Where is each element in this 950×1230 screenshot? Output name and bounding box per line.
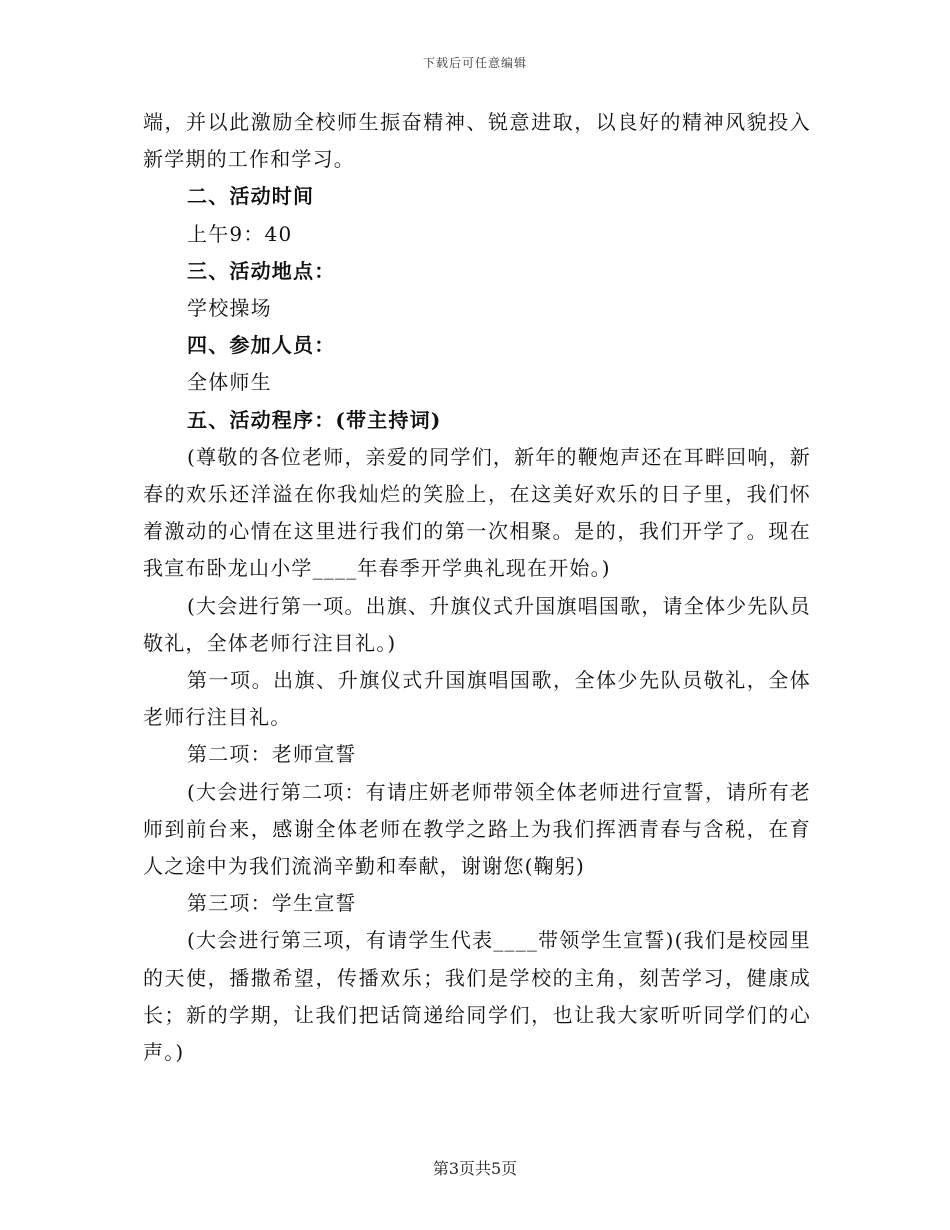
host-opening-speech: (尊敬的各位老师，亲爱的同学们，新年的鞭炮声还在耳畔回响，新春的欢乐还洋溢在你我灿烂的笑脸上，在这美好欢乐的日子里，我们怀着激动的心情在这里进行我们的第一次相聚。是的，我们开学了。现在我宣布卧龙山小学____年春季开学典礼现在开始。)	[143, 444, 811, 581]
paragraph-intro-continuation: 端，并以此激励全校师生振奋精神、锐意进取，以良好的精神风貌投入新学期的工作和学习。	[143, 110, 811, 172]
header-note: 下载后可任意编辑	[422, 56, 527, 70]
page-number: 第3页共5页	[432, 1159, 518, 1178]
section-heading-participants: 四、参加人员：	[187, 333, 336, 358]
program-item-two-title: 第二项：老师宣誓	[187, 742, 357, 767]
program-item-three-title: 第三项：学生宣誓	[187, 891, 357, 916]
section-heading-time: 二、活动时间	[187, 184, 315, 209]
host-item-three-intro: (大会进行第三项，有请学生代表____带领学生宣誓)(我们是校园里的天使，播撒希望，传播欢乐；我们是学校的主角，刻苦学习，健康成长；新的学期，让我们把话筒递给同学们，也让我大家听听同学们的心声。)	[143, 928, 811, 1065]
host-item-two-intro: (大会进行第二项：有请庄妍老师带领全体老师进行宣誓，请所有老师到前台来，感谢全体老师在教学之路上为我们挥洒青春与含税，在育人之途中为我们流淌辛勤和奉献，谢谢您(鞠躬)	[143, 779, 811, 879]
activity-location-value: 学校操场	[187, 296, 272, 321]
program-item-one: 第一项。出旗、升旗仪式升国旗唱国歌，全体少先队员敬礼，全体老师行注目礼。	[143, 668, 811, 730]
participants-value: 全体师生	[187, 370, 272, 395]
section-heading-program: 五、活动程序：(带主持词)	[187, 407, 442, 432]
section-heading-location: 三、活动地点：	[187, 258, 336, 283]
activity-time-value: 上午9：40	[187, 221, 293, 246]
host-item-one-intro: (大会进行第一项。出旗、升旗仪式升国旗唱国歌，请全体少先队员敬礼，全体老师行注目礼。)	[143, 593, 811, 655]
document-body	[143, 104, 811, 1071]
